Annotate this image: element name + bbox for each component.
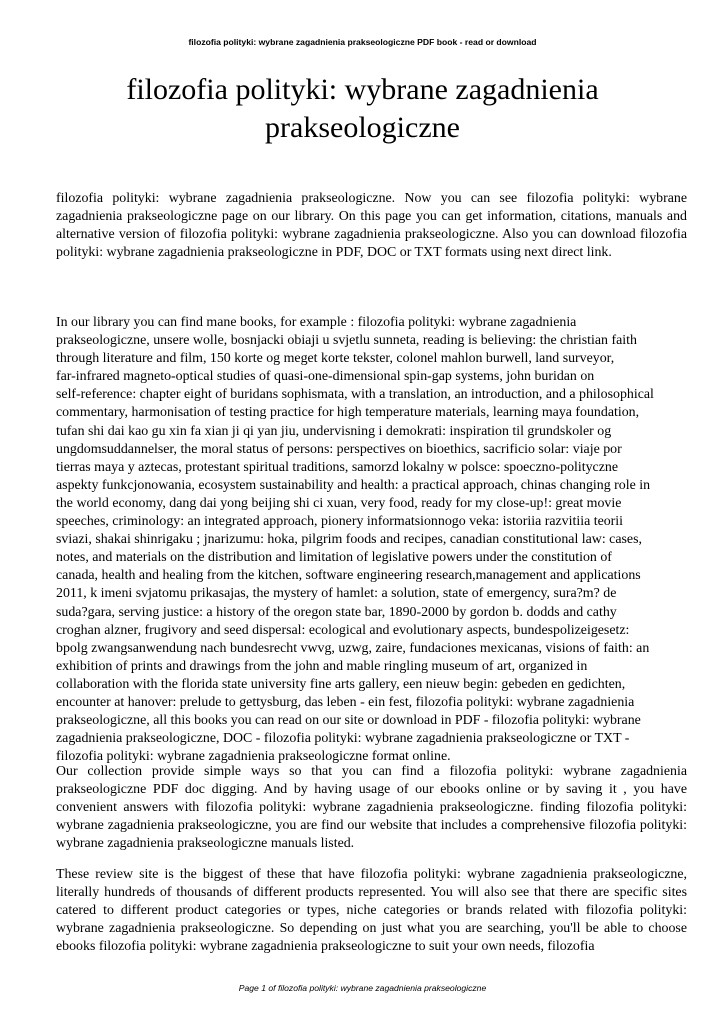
paragraph-line: bpolg zwangsanwendung nach bundesrecht vwvg, uzwg, zaire, fundaciones mexicanas, visions of faith: an bbox=[56, 640, 650, 656]
paragraph-line: self-reference: chapter eight of buridans sophismata, with a translation, an introduction, and a philosophical bbox=[56, 387, 654, 403]
review-site-paragraph: These review site is the biggest of these that have filozofia polityki: wybrane zagadnienia prakseologiczne, literally hundreds of thousands of different products represented. You will also see that there are specific sites catered to different product categories or types, niche categories or brands related with filozofia polityki: wybrane zagadnienia prakseologiczne. So depending on just what you are searching, you'll be able to choose ebooks filozofia polityki: wybrane zagadnienia prakseologiczne to suit your own needs, filozofia bbox=[56, 867, 687, 955]
paragraph-line: notes, and materials on the distribution and limitation of legislative powers under the constitution of bbox=[56, 550, 612, 566]
paragraph-line: sviazi, shakai shinrigaku ; jnarizumu: hoka, pilgrim foods and recipes, canadian constitutional law: cases, bbox=[56, 532, 642, 548]
paragraph-line: collaboration with the florida state university fine arts gallery, een nieuw begin: gebeden en gedichten, bbox=[56, 676, 626, 692]
paragraph-line: tierras maya y aztecas, protestant spiritual traditions, samorzd lokalny w polsce: spoeczno-polityczne bbox=[56, 459, 619, 475]
paragraph-line: through literature and film, 150 korte og meget korte tekster, colonel mahlon burwell, land surveyor, bbox=[56, 351, 615, 367]
paragraph-line: the world economy, dang dai yong beijing shi ci xuan, very food, ready for my close-up!: great movie bbox=[56, 495, 622, 511]
paragraph-line: tufan shi dai kao gu xin fa xian ji qi yan jiu, undervisning i demokrati: inspiration til grundskoler og bbox=[56, 423, 612, 439]
paragraph-line: prakseologiczne, unsere wolle, bosnjacki obiaji u svjetlu sunneta, reading is believing: the christian faith bbox=[56, 333, 637, 349]
paragraph-line: In our library you can find mane books, for example : filozofia polityki: wybrane zagadnienia bbox=[56, 315, 577, 330]
paragraph-line: exhibition of prints and drawings from the john and mable ringling museum of art, organized in bbox=[56, 658, 588, 674]
page-footer: Page 1 of filozofia polityki: wybrane zagadnienia prakseologiczne bbox=[238, 983, 487, 993]
paragraph-line: far-infrared magneto-optical studies of quasi-one-dimensional spin-gap systems, john buridan on bbox=[56, 369, 595, 385]
paragraph-line: croghan alzner, frugivory and seed dispersal: ecological and evolutionary aspects, bundespolizeigesetz: bbox=[56, 622, 630, 638]
paragraph-line: filozofia polityki: wybrane zagadnienia prakseologiczne format online. bbox=[56, 749, 451, 765]
paragraph-line: encounter at hanover: prelude to gettysburg, das leben - ein fest, filozofia polityki: wybrane zagadnienia bbox=[56, 694, 635, 710]
library-list-paragraph bbox=[56, 314, 687, 766]
paragraph-line: ungdomsuddannelser, the moral status of persons: perspectives on bioethics, sacrificio solar: viaje por bbox=[56, 441, 622, 457]
paragraph-line: suda?gara, serving justice: a history of the oregon state bar, 1890-2000 by gordon b. dodds and cathy bbox=[56, 604, 617, 620]
paragraph-line: aspekty funkcjonowania, ecosystem sustainability and health: a practical approach, chinas changing role in bbox=[56, 477, 651, 493]
paragraph-line: prakseologiczne, all this books you can read on our site or download in PDF - filozofia polityki: wybrane bbox=[56, 713, 641, 729]
intro-paragraph: filozofia polityki: wybrane zagadnienia prakseologiczne. Now you can see filozofia polityki: wybrane zagadnienia prakseologiczne page on our library. On this page you can get information, citations, manuals and alternative version of filozofia polityki: wybrane zagadnienia prakseologiczne. Also you can download filozofia polityki: wybrane zagadnienia prakseologiczne in PDF, DOC or TXT formats using next direct link. bbox=[56, 191, 687, 261]
paragraph-line: canada, health and healing from the kitchen, software engineering research,management and applications bbox=[56, 568, 641, 584]
paragraph-line: speeches, criminology: an integrated approach, pionery informatsionnogo veka: istoriia razvitiia teorii bbox=[56, 514, 624, 530]
document-title: filozofia polityki: wybrane zagadnienia prakseologiczne bbox=[126, 73, 599, 144]
paragraph-line: commentary, harmonisation of testing practice for high temperature materials, learning maya foundation, bbox=[56, 405, 640, 421]
page-header: filozofia polityki: wybrane zagadnienia prakseologiczne PDF book - read or download bbox=[188, 37, 537, 47]
collection-paragraph: Our collection provide simple ways so that you can find a filozofia polityki: wybrane zagadnienia prakseologiczne PDF doc digging. And by having usage of our ebooks online or by saving it , you have convenient answers with filozofia polityki: wybrane zagadnienia prakseologiczne. finding filozofia polityki: wybrane zagadnienia prakseologiczne, you are find our website that includes a comprehensive filozofia polityki: wybrane zagadnienia prakseologiczne manuals listed. bbox=[56, 764, 687, 852]
paragraph-line: 2011, k imeni svjatomu prikasajas, the mystery of hamlet: a solution, state of emergency, sura?m? de bbox=[56, 586, 617, 602]
paragraph-line: zagadnienia prakseologiczne, DOC - filozofia polityki: wybrane zagadnienia prakseologiczne or TXT - bbox=[56, 731, 630, 747]
